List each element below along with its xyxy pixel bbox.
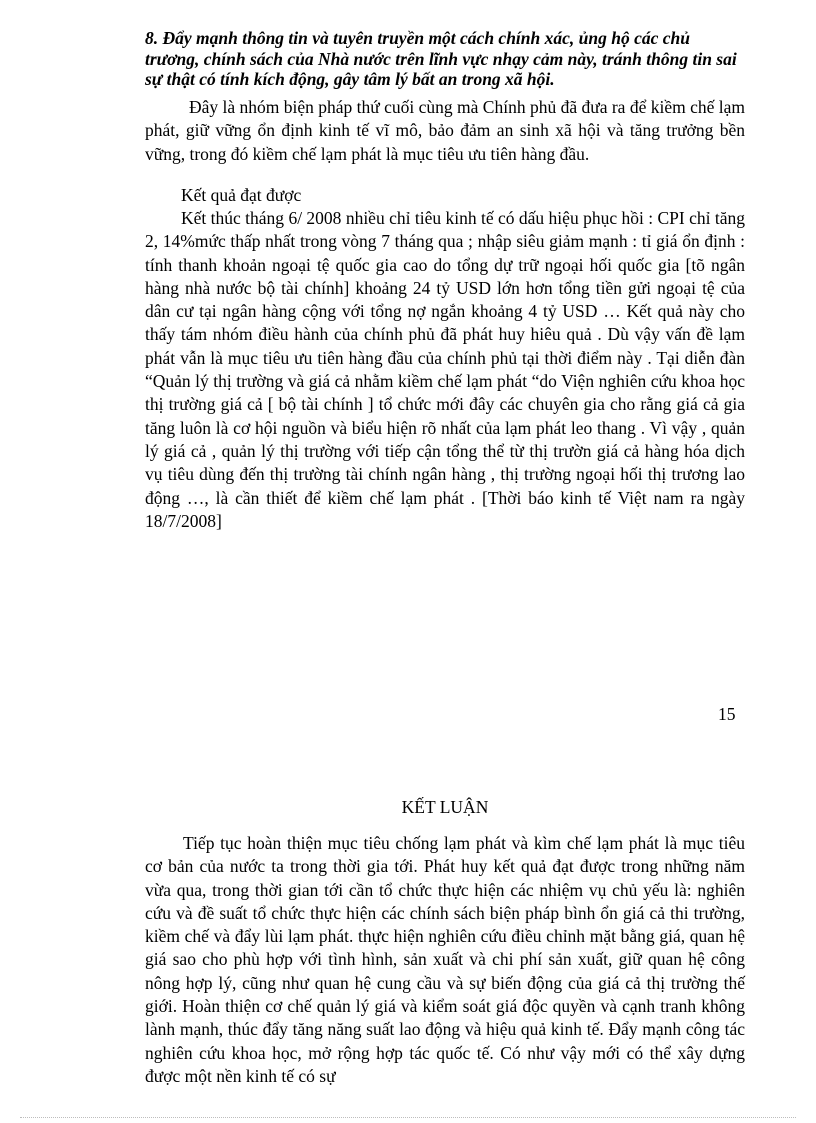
page-number: 15 — [718, 704, 736, 724]
page-bottom-divider — [20, 1117, 796, 1118]
conclusion-title: KẾT LUẬN — [401, 797, 489, 817]
section-8-intro-paragraph: Đây là nhóm biện pháp thứ cuối cùng mà Chính phủ đã đưa ra để kiềm chế lạm phát, giữ vững ổn định kinh tế vĩ mô, bảo đảm an sinh xã hội và tăng trưởng bền vững, trong đó kiềm chế lạm phát là mục tiêu ưu tiên hàng đầu. — [145, 97, 745, 164]
conclusion-paragraph: Tiếp tục hoàn thiện mục tiêu chống lạm phát và kìm chế lạm phát là mục tiêu cơ bản của nước ta trong thời gia tới. Phát huy kết quả đạt được trong những năm vừa qua, trong thời gian tới cần tổ chức thực hiện các nhiệm vụ chủ yếu là: nghiên cứu và đề suất tổ chức thực hiện các chính sách biện pháp bình ổn giá cả thi trường, kiềm chế và đẩy lùi lạm phát. thực hiện nghiên cứu điều chỉnh mặt bằng giá, quan hệ giá sao cho phù hợp với tình hình, sản xuất và chi phí sản xuất, giữ quan hệ công nông hợp lý, cũng như quan hệ cung cầu và sự biến động của giá cả thị trường thế giới. Hoàn thiện cơ chế quản lý giá và kiểm soát giá độc quyền và cạnh tranh không lành mạnh, thúc đẩy tăng năng suất lao động và hiệu quả kinh tế. Đẩy mạnh công tác nghiên cứu khoa học, mở rộng hợp tác quốc tế. Có như vậy mới có thể xây dựng được một nền kinh tế có sự — [145, 833, 745, 1086]
results-paragraph: Kết thúc tháng 6/ 2008 nhiều chỉ tiêu kinh tế có dấu hiệu phục hồi : CPI chỉ tăng 2, 14%mức thấp nhất trong vòng 7 tháng qua ; nhập siêu giảm mạnh : tỉ giá ổn định : tính thanh khoản ngoại tệ quốc gia cao do tổng dự trữ ngoại hối quốc gia [tõ ngân hàng nhà nước bộ tài chính] khoảng 24 tỷ USD lớn hơn tổng tiền gửi ngoại tệ của dân cư tại ngân hàng cộng với tổng nợ ngắn khoảng 4 tỷ USD … Kết quả này cho thấy tám nhóm điều hành của chính phủ đã phát huy hiêu quả . Dù vậy vấn đề lạm phát vẫn là mục tiêu ưu tiên hàng đầu của chính phủ tại thời điểm này . Tại diễn đàn “Quản lý thị trường và giá cả nhằm kiềm chế lạm phát “do Viện nghiên cứu khoa học thị trường giá cả [ bộ tài chính ] tổ chức mới đây các chuyên gia cho rằng giá cả gia tăng luôn là cơ hội nguồn và biểu hiện rõ nhất của lạm phát leo thang . Vì vậy , quản lý giá cả , quản lý thị trường với tiếp cận tổng thể từ thị trườn giá cả hàng hóa dịch vụ tiêu dùng đến thị trường tài chính ngân hàng , thị trường ngoại hối thị trương lao động …, là cần thiết để kiềm chế lạm phát . [Thời báo kinh tế Việt nam ra ngày 18/7/2008] — [145, 208, 745, 531]
section-8-heading: 8. Đẩy mạnh thông tin và tuyên truyền một cách chính xác, ủng hộ các chủ trương, chính sách của Nhà nước trên lĩnh vực nhạy cảm này, tránh thông tin sai sự thật có tính kích động, gây tâm lý bất an trong xã hội. — [145, 28, 737, 89]
results-label: Kết quả đạt được — [181, 185, 302, 205]
